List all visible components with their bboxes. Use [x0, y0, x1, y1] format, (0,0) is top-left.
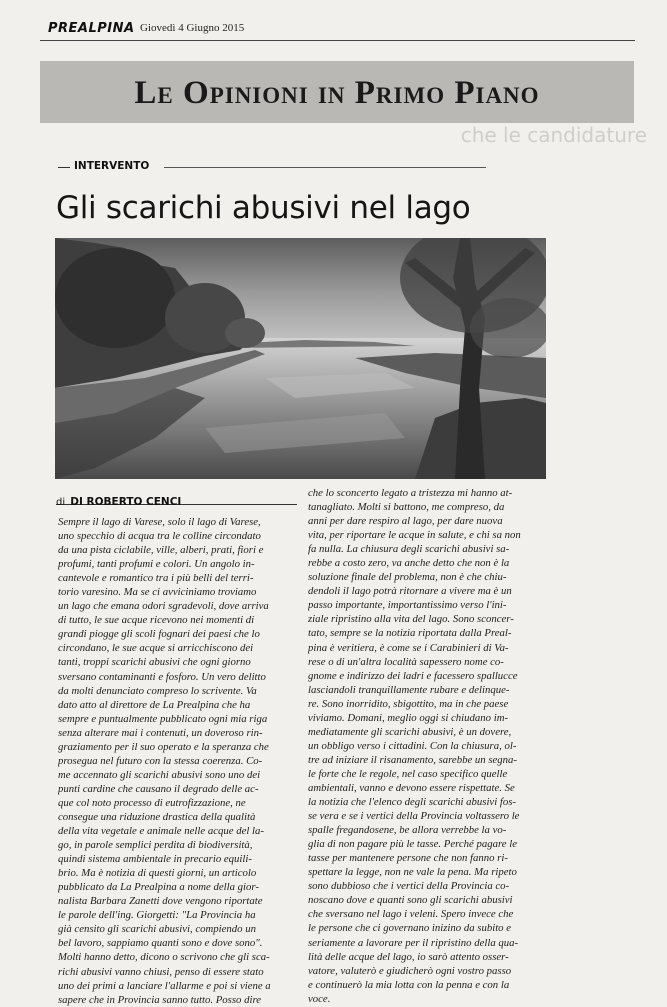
- article-text-line: le parole dell'ing. Giorgetti: "La Provincia ha: [58, 909, 256, 922]
- article-text-line: punti cardine che causano il degrado delle ac-: [58, 782, 259, 795]
- article-text-line: consegue una riduzione drastica della qualità: [58, 810, 256, 823]
- article-text-line: ziale ripristino alla vita del lago. Sono sconcer-: [308, 613, 514, 626]
- article-text-line: bel lavoro, sappiamo quanti sono e dove sono".: [58, 937, 263, 950]
- article-text-line: le persone che ci governano inizino da subito e: [308, 922, 512, 935]
- kicker-dash: [58, 167, 70, 168]
- article-text-line: fa nulla. La chiusura degli scarichi abusivi sa-: [308, 543, 510, 556]
- article-text-line: pina è veritiera, è come se i Carabinieri di Va-: [308, 641, 509, 654]
- article-text-line: la notizia che l'elenco degli scarichi abusivi fos-: [308, 796, 517, 809]
- article-text-line: mediatamente gli scarichi abusivi, è un dovere,: [308, 725, 512, 738]
- article-text-line: cantevole e romantico tra i più belli del terri-: [58, 572, 254, 585]
- article-text-line: da molti denunciato compreso lo scrivente. Va: [58, 684, 257, 697]
- article-text-line: brio. Ma è notizia di questi giorni, un articolo: [58, 867, 257, 880]
- lake-photo: [55, 238, 546, 479]
- article-text-line: tanagliato. Molti si battono, me compreso, da: [308, 501, 505, 514]
- article-text-line: ambientali, vanno e devono essere rispettate. Se: [308, 781, 515, 794]
- article-text-line: nalista Barbara Zanetti dove vengono riportate: [58, 895, 263, 908]
- article-text-line: sono dubbioso che i vertici della Provincia co-: [308, 880, 510, 893]
- article-text-line: che sversano nel lago i veleni. Spero invece che: [308, 908, 514, 921]
- section-banner: [40, 61, 634, 123]
- article-text-line: dendoli il lago potrà ritornare a vivere ma è un: [308, 585, 512, 598]
- article-text-line: passo importante, importantissimo verso l'ini-: [308, 599, 507, 612]
- article-text-line: vita, per riportare le acque in salute, e chi sa non: [308, 529, 521, 542]
- article-text-line: soluzione finale del problema, non è che chiu-: [308, 571, 507, 584]
- article-text-line: le forte che le regole, nel caso specifico quelle: [308, 767, 508, 780]
- article-text-line: circondano, le sue acque si arricchiscono dei: [58, 642, 254, 655]
- article-text-line: dato atto al direttore de La Prealpina che ha: [58, 698, 251, 711]
- article-text-line: della vita vegetale e animale nelle acque del la-: [58, 825, 264, 838]
- article-text-line: richi abusivi vanno chiusi, penso di essere stato: [58, 965, 264, 978]
- bleed-through-text: che le candidature: [460, 123, 647, 147]
- newspaper-logo: PREALPINA: [48, 21, 135, 36]
- article-column-1: [58, 515, 303, 1007]
- article-text-line: glia di non pagare più le tasse. Perché pagare le: [308, 838, 517, 851]
- article-text-line: anni per dare respiro al lago, per dare nuova: [308, 515, 503, 528]
- article-text-line: torio varesino. Ma se ci avviciniamo troviamo: [58, 586, 257, 599]
- kicker-label: INTERVENTO: [74, 160, 150, 172]
- article-text-line: rebbe a costo zero, va anche detto che non è la: [308, 557, 510, 570]
- article-text-line: Sempre il lago di Varese, solo il lago di Varese,: [58, 516, 261, 528]
- author-name: DI ROBERTO CENCI: [70, 496, 182, 508]
- article-text-line: spalle fregandosene, be allora verrebbe la vo-: [308, 824, 507, 837]
- article-column-2: [308, 486, 550, 1006]
- article-text-line: lasciandoli tranquillamente rubare e delinque-: [308, 683, 510, 696]
- newspaper-masthead: [40, 18, 635, 41]
- article-text-line: noscano dove e quanti sono gli scarichi abusivi: [308, 894, 513, 907]
- article-text-line: go, in parole semplici perdita di biodiversità,: [58, 839, 253, 852]
- article-text-line: tre ad iniziare il risanamento, sarebbe un segna-: [308, 753, 518, 766]
- article-headline: Gli scarichi abusivi nel lago: [56, 190, 471, 226]
- article-text-line: viviamo. Domani, meglio oggi si chiudano im-: [308, 711, 509, 724]
- article-text-line: me accennato gli scarichi abusivi sono uno dei: [58, 768, 261, 781]
- article-text-line: tato, sempre se la notizia riportata dalla Preal-: [308, 627, 512, 640]
- article-text-line: un lago che emana odori sgradevoli, dove arriva: [58, 600, 269, 613]
- article-text-line: spettare la legge, non ne vale la pena. Ma ripeto: [308, 866, 517, 879]
- article-text-line: grandi piogge gli scoli fognari dei paesi che lo: [58, 628, 260, 641]
- article-text-line: graziamento per il suo operato e la speranza che: [58, 740, 269, 753]
- article-text-line: pubblicato da La Prealpina a nome della gior-: [58, 881, 259, 894]
- article-text-line: rese o di un'altra località sapessero nome co-: [308, 655, 504, 668]
- article-text-line: voce.: [308, 992, 331, 1005]
- article-text-line: sapere che in Provincia sanno tutto. Posso dire: [58, 993, 262, 1006]
- article-text-line: uno specchio di acqua tra le colline circondato: [58, 530, 261, 543]
- article-text-line: sempre e puntualmente pubblicato ogni mia riga: [58, 712, 268, 725]
- byline-prefix: di: [56, 497, 66, 508]
- article-text-line: senza alterare mai i contenuti, un doveroso rin-: [58, 726, 263, 739]
- article-text-line: di tutto, le sue acque ricevono nei momenti di: [58, 614, 255, 627]
- article-text-line: que col noto processo di eutrofizzazione, ne: [58, 796, 246, 809]
- article-text-line: seriamente a lavorare per il ripristino della qua-: [308, 936, 519, 949]
- article-text-line: gnome e indirizzo dei ladri e facessero spallucce: [308, 669, 518, 682]
- article-text-line: già censito gli scarichi abusivi, compiendo un: [58, 923, 256, 936]
- issue-date: Giovedì 4 Giugno 2015: [140, 22, 245, 34]
- article-text-line: che lo sconcerto legato a tristezza mi hanno at-: [308, 487, 513, 499]
- article-kicker: [58, 160, 486, 174]
- article-text-line: Molti hanno detto, dicono o scrivono che gli sca-: [58, 951, 270, 964]
- article-text-line: da una pista ciclabile, ville, alberi, prati, fiori e: [58, 544, 264, 557]
- article-text-line: sversano contaminanti e fosforo. Un vero delitto: [58, 670, 266, 683]
- article-text-line: re. Sono inorridito, sbigottito, ma in che paese: [308, 697, 509, 710]
- article-text-line: quindi sistema ambientale in precario equili-: [58, 853, 252, 866]
- article-text-line: un obbligo verso i cittadini. Con la chiusura, ol-: [308, 739, 517, 752]
- article-text-line: tasse per mantenere persone che non fanno ri-: [308, 852, 508, 865]
- article-text-line: profumi, tanti profumi e colori. Un angolo in-: [58, 558, 255, 571]
- article-text-line: e continuerò la mia lotta con la penna e con la: [308, 978, 510, 991]
- article-text-line: lità delle acque del lago, io sarò attento osser-: [308, 950, 509, 963]
- article-text-line: uno dei primi a lanciare l'allarme e poi si viene a: [58, 979, 271, 992]
- article-text-line: vatore, valuterò e giudicherò ogni vostro passo: [308, 964, 512, 977]
- kicker-rule: [164, 167, 486, 168]
- article-text-line: prosegua nel futuro con la stessa coerenza. Co-: [58, 754, 263, 767]
- article-text-line: se vera e se i vertici della Provincia voltassero le: [308, 810, 520, 823]
- section-title: Le Opinioni in Primo Piano: [134, 75, 540, 111]
- byline: [56, 490, 297, 508]
- article-text-line: tanti, troppi scarichi abusivi che ogni giorno: [58, 656, 251, 669]
